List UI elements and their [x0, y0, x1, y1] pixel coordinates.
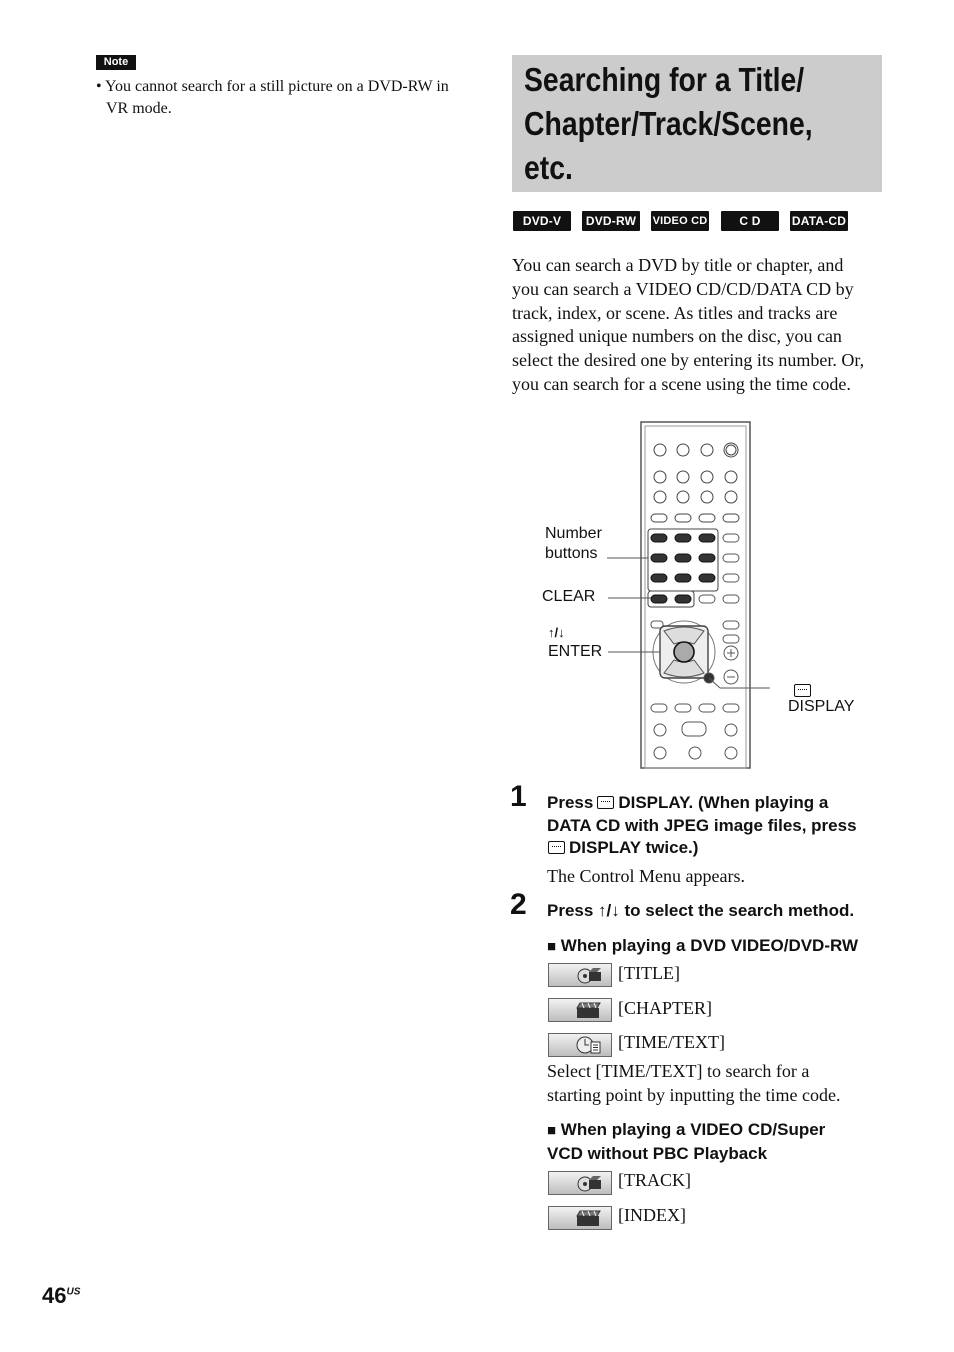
label-display: DISPLAY — [788, 698, 855, 715]
display-icon — [597, 796, 614, 809]
intro-line: You can search a DVD by title or chapter, and — [512, 255, 844, 275]
menu-item-track: [TRACK] — [618, 1170, 691, 1190]
vcd-section-heading: ■ When playing a VIDEO CD/Super VCD without PBC Playback — [547, 1120, 826, 1163]
note-bullet: • — [96, 78, 102, 95]
vcd-heading-line-2: VCD without PBC Playback — [547, 1144, 768, 1163]
dvd-body-line-2: starting point by inputting the time code. — [547, 1085, 841, 1105]
menu-item-time-text: [TIME/TEXT] — [618, 1032, 725, 1052]
page-number-suffix: US — [66, 1286, 81, 1298]
disc-badge-data-cd: DATA-CD — [790, 211, 848, 231]
step-1-result: The Control Menu appears. — [547, 866, 745, 886]
vcd-heading-line-1: When playing a VIDEO CD/Super — [560, 1120, 826, 1139]
display-icon — [548, 841, 565, 854]
intro-line: you can search for a scene using the time code. — [512, 373, 851, 394]
dvd-body-line-1: Select [TIME/TEXT] to search for a — [547, 1061, 810, 1081]
label-enter: ENTER — [548, 643, 603, 660]
menu-item-chapter: [CHAPTER] — [618, 998, 712, 1018]
label-number-buttons — [545, 524, 602, 564]
remote-control-illustration — [600, 420, 770, 770]
disc-badge-video-cd: VIDEO CD — [651, 211, 709, 231]
label-number-line-1: Number — [545, 525, 602, 542]
step-1-line-1: DISPLAY. (When playing a — [618, 793, 829, 812]
title-line-3: etc. — [524, 149, 573, 186]
note-badge: Note — [96, 55, 136, 70]
note-line-2: VR mode. — [106, 100, 172, 117]
intro-line: you can search a VIDEO CD/CD/DATA CD by — [512, 278, 854, 299]
disc-badge-dvd-rw: DVD-RW — [582, 211, 640, 231]
dvd-section-description — [547, 1059, 840, 1107]
page-number-value: 46 — [42, 1283, 67, 1308]
label-arrows: ↑/↓ — [548, 625, 565, 640]
track-icon — [548, 1171, 612, 1195]
intro-line: track, index, or scene. As titles and tracks are — [512, 302, 838, 323]
page-title — [524, 58, 829, 190]
title-line-2: Chapter/Track/Scene, — [524, 105, 813, 142]
step-1-line-3: DISPLAY twice.) — [569, 838, 699, 857]
intro-line: assigned unique numbers on the disc, you can — [512, 326, 842, 347]
menu-item-title: [TITLE] — [618, 963, 680, 983]
menu-item-index: [INDEX] — [618, 1205, 686, 1225]
time-text-icon — [548, 1033, 612, 1057]
page-number — [42, 1283, 80, 1309]
label-clear: CLEAR — [542, 588, 596, 605]
note-text — [96, 76, 476, 120]
title-line-1: Searching for a Title/ — [524, 61, 805, 98]
disc-badge-cd: C D — [721, 211, 779, 231]
step-1-press: Press — [547, 793, 594, 812]
disc-badge-dvd-v: DVD-V — [513, 211, 571, 231]
step-2-number: 2 — [510, 888, 527, 921]
note-line-1: You cannot search for a still picture on a DVD-RW in — [105, 78, 449, 95]
dvd-section-heading: ■ When playing a DVD VIDEO/DVD-RW — [547, 936, 859, 955]
index-icon — [548, 1206, 612, 1230]
step-1-line-2: DATA CD with JPEG image files, press — [547, 815, 857, 835]
title-icon — [548, 963, 612, 987]
step-1-number: 1 — [510, 780, 527, 813]
chapter-icon — [548, 998, 612, 1022]
intro-paragraph — [512, 254, 884, 397]
label-number-line-2: buttons — [545, 545, 598, 562]
intro-line: select the desired one by entering its number. Or, — [512, 350, 865, 371]
step-2-instruction: Press ↑/↓ to select the search method. — [547, 901, 855, 920]
dvd-heading-text: When playing a DVD VIDEO/DVD-RW — [560, 936, 859, 955]
step-1-instruction — [547, 792, 887, 860]
